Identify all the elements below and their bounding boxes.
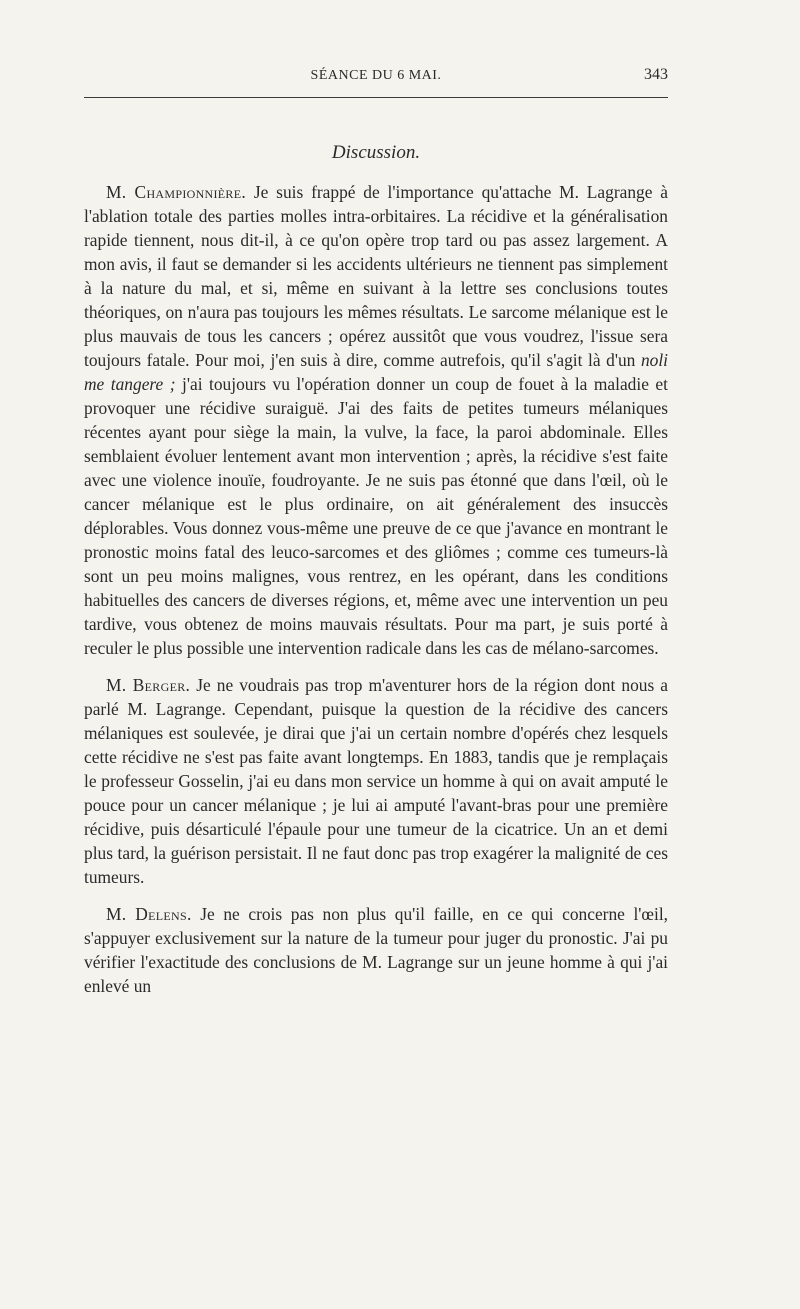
- latin-phrase: noli me tangere ;: [84, 350, 668, 394]
- paragraph-berger: [84, 673, 668, 889]
- paragraph-delens: [84, 902, 668, 998]
- paragraph-text: Je suis frappé de l'importance qu'attache M. Lagrange à l'ablation totale des parties molles intra-orbitaires. La récidive et la généralisation rapide tiennent, nous dit-il, à ce qu'on opère trop tard ou pas assez largement. A mon avis, il faut se demander si les accidents ultérieurs ne tiennent pas simplement à la nature du mal, et si, même en suivant à la lettre ses conclusions toutes théoriques, on n'aura pas toujours les mêmes résultats. Le sarcome mélanique est le plus mauvais de tous les cancers ; opérez aussitôt que vous voudrez, l'issue sera toujours fatale. Pour moi, j'en suis à dire, comme autrefois, qu'il s'agit là d'un: [84, 182, 668, 370]
- page-number: 343: [644, 66, 668, 83]
- speaker-name: M. Delens.: [106, 904, 192, 924]
- speaker-name: M. Championnière.: [106, 182, 247, 202]
- running-title: SÉANCE DU 6 MAI.: [310, 68, 442, 83]
- paragraph-text: Je ne voudrais pas trop m'aventurer hors de la région dont nous a parlé M. Lagrange. Cependant, puisque la question de la récidive des cancers mélaniques est soulevée, je dirai que j'ai un certain nombre d'opérés chez lesquels cette récidive ne s'est pas faite avant longtemps. En 1883, tandis que je remplaçais le professeur Gosselin, j'ai eu dans mon service un homme à qui on avait amputé le pouce pour un cancer mélanique ; je lui ai amputé l'avant-bras pour une première récidive, puis désarticulé l'épaule pour une tumeur de la cicatrice. Un an et demi plus tard, la guérison persistait. Il ne faut donc pas trop exagérer la malignité de ces tumeurs.: [84, 675, 668, 887]
- running-head: [84, 64, 668, 88]
- section-title: Discussion.: [331, 142, 421, 163]
- paragraph-text: j'ai toujours vu l'opération donner un coup de fouet à la maladie et provoquer une récidive suraiguë. J'ai des faits de petites tumeurs mélaniques récentes ayant pour siège la main, la vulve, la face, la paroi abdominale. Elles semblaient évoluer lentement avant mon intervention ; après, la récidive s'est faite avec une violence inouïe, foudroyante. Je ne suis pas étonné que dans l'œil, où le cancer mélanique est le plus ordinaire, on ait généralement des insuccès déplorables. Vous donnez vous-même une preuve de ce que j'avance en montrant le pronostic moins fatal des leuco-sarcomes et des gliômes ; comme ces tumeurs-là sont un peu moins malignes, vous rentrez, en les opérant, dans les conditions habituelles des cancers de diverses régions, et, même avec une intervention un peu tardive, vous obtenez de moins mauvais résultats. Pour ma part, je suis porté à reculer le plus possible une intervention radicale dans les cas de mélano-sarcomes.: [84, 374, 668, 658]
- paragraph-championniere: [84, 180, 668, 660]
- header-rule: [84, 97, 668, 98]
- paragraph-text: Je ne crois pas non plus qu'il faille, en ce qui concerne l'œil, s'appuyer exclusivement sur la nature de la tumeur pour juger du pronostic. J'ai pu vérifier l'exactitude des conclusions de M. Lagrange sur un jeune homme à qui j'ai enlevé un: [84, 904, 668, 996]
- body-text: [84, 180, 668, 1011]
- speaker-name: M. Berger.: [106, 675, 191, 695]
